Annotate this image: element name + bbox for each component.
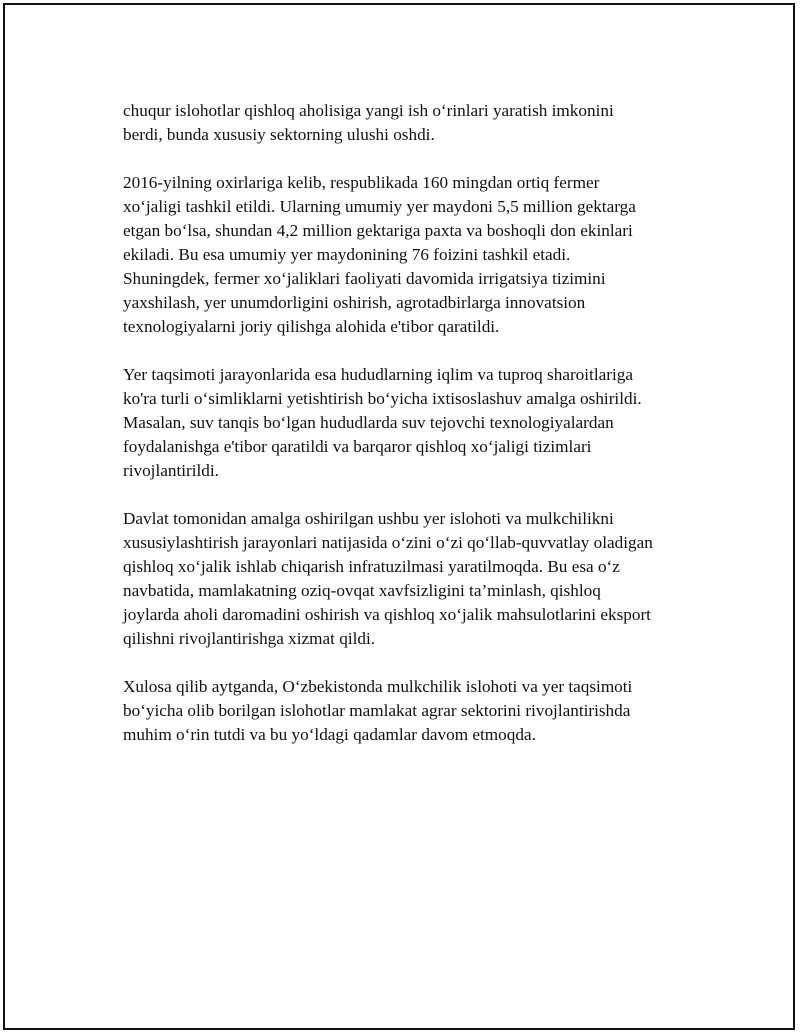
paragraph-2 [123,171,713,339]
paragraph-1 [123,99,713,147]
page-frame [3,3,795,1030]
paragraph-3-line-4: foydalanishga e'tibor qaratildi va barqaror qishloq xo‘jaligi tizimlari [123,437,592,456]
paragraph-4-line-5: joylarda aholi daromadini oshirish va qishloq xo‘jalik mahsulotlarini eksport [123,605,651,624]
document-body [123,99,713,771]
paragraph-3-line-2: ko'ra turli o‘simliklarni yetishtirish bo‘yicha ixtisoslashuv amalga oshirildi. [123,389,642,408]
paragraph-2-line-1: 2016-yilning oxirlariga kelib, respublikada 160 mingdan ortiq fermer [123,173,600,192]
paragraph-4-line-1: Davlat tomonidan amalga oshirilgan ushbu yer islohoti va mulkchilikni [123,509,614,528]
paragraph-2-line-5: Shuningdek, fermer xo‘jaliklari faoliyati davomida irrigatsiya tizimini [123,269,606,288]
paragraph-2-line-2: xo‘jaligi tashkil etildi. Ularning umumiy yer maydoni 5,5 million gektarga [123,197,636,216]
paragraph-1-line-2: berdi, bunda xususiy sektorning ulushi oshdi. [123,125,435,144]
paragraph-4 [123,507,713,651]
paragraph-5 [123,675,713,747]
paragraph-3-line-1: Yer taqsimoti jarayonlarida esa hududlarning iqlim va tuproq sharoitlariga [123,365,633,384]
paragraph-4-line-6: qilishni rivojlantirishga xizmat qildi. [123,629,376,648]
paragraph-2-line-3: etgan bo‘lsa, shundan 4,2 million gektariga paxta va boshoqli don ekinlari [123,221,633,240]
paragraph-5-line-3: muhim o‘rin tutdi va bu yo‘ldagi qadamlar davom etmoqda. [123,725,536,744]
paragraph-5-line-2: bo‘yicha olib borilgan islohotlar mamlakat agrar sektorini rivojlantirishda [123,701,631,720]
paragraph-1-line-1: chuqur islohotlar qishloq aholisiga yangi ish o‘rinlari yaratish imkonini [123,101,614,120]
paragraph-3-line-5: rivojlantirildi. [123,461,219,480]
paragraph-4-line-4: navbatida, mamlakatning oziq-ovqat xavfsizligini ta’minlash, qishloq [123,581,601,600]
paragraph-2-line-4: ekiladi. Bu esa umumiy yer maydonining 76 foizini tashkil etadi. [123,245,571,264]
paragraph-4-line-2: xususiylashtirish jarayonlari natijasida o‘zini o‘zi qo‘llab-quvvatlay oladigan [123,533,653,552]
paragraph-3 [123,363,713,483]
paragraph-2-line-6: yaxshilash, yer unumdorligini oshirish, agrotadbirlarga innovatsion [123,293,586,312]
paragraph-3-line-3: Masalan, suv tanqis bo‘lgan hududlarda suv tejovchi texnologiyalardan [123,413,614,432]
paragraph-2-line-7: texnologiyalarni joriy qilishga alohida e'tibor qaratildi. [123,317,500,336]
paragraph-4-line-3: qishloq xo‘jalik ishlab chiqarish infratuzilmasi yaratilmoqda. Bu esa o‘z [123,557,620,576]
paragraph-5-line-1: Xulosa qilib aytganda, O‘zbekistonda mulkchilik islohoti va yer taqsimoti [123,677,633,696]
